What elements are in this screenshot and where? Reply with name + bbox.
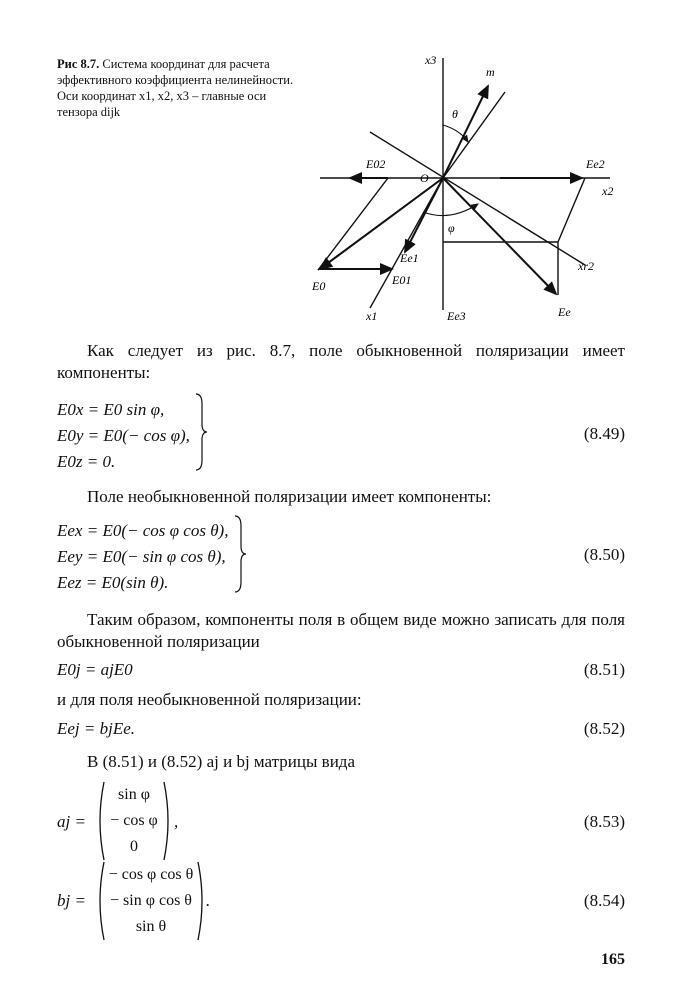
eq-line: E0x = E0 sin φ, [57, 400, 165, 419]
label-m: m [486, 65, 495, 79]
a-tail: , [174, 812, 179, 831]
label-origin: O [420, 171, 429, 185]
a-label: aj = [57, 812, 86, 831]
e0-vector [320, 178, 443, 269]
caption-text: Система координат для расчета эффективного коэффициента нелинейности. Оси координат x1, x2, x3 – главные оси тензора dijk [57, 57, 294, 119]
matrix-entry: − cos φ [110, 812, 158, 829]
label-x2: x2 [602, 184, 614, 198]
label-theta: θ [452, 107, 458, 121]
matrix-entry: − sin φ cos θ [110, 892, 192, 909]
matrix-entry: 0 [130, 838, 138, 855]
coordinate-figure [300, 50, 630, 330]
label-x3: x3 [425, 53, 437, 67]
b-tail: . [206, 891, 211, 910]
paragraph-3: Таким образом, компоненты поля в общем виде можно записать для поля обыкновенной поляризации [57, 610, 625, 651]
matrix-entry: − cos φ cos θ [108, 866, 194, 883]
label-ee3: Ee3 [447, 309, 466, 323]
label-x1: x1 [366, 309, 378, 323]
equation-8-51: E0j = ajE0 [57, 660, 133, 679]
right-paren [162, 780, 174, 862]
figure-caption [57, 56, 295, 120]
paragraph-5: В (8.51) и (8.52) aj и bj матрицы вида [87, 752, 355, 771]
eq-number-8-54: (8.54) [583, 891, 625, 910]
equation-8-50 [57, 518, 228, 596]
e0-proj-v [318, 178, 388, 270]
right-brace [193, 392, 209, 472]
eq-line: E0y = E0(− cos φ), [57, 426, 190, 445]
label-ee2: Ee2 [586, 157, 605, 171]
label-xr2: xr2 [578, 259, 594, 273]
m-vector [443, 86, 488, 178]
xr2-axis [370, 132, 585, 265]
matrix-b [104, 862, 198, 940]
eq-number-8-50: (8.50) [583, 545, 625, 564]
eq-number-8-49: (8.49) [583, 424, 625, 443]
label-e0: E0 [312, 279, 326, 293]
label-phi: φ [448, 221, 455, 235]
paragraph-1: Как следует из рис. 8.7, поле обыкновенной поляризации имеет компоненты: [57, 341, 625, 382]
page-number: 165 [601, 951, 625, 968]
b-label: bj = [57, 891, 86, 910]
paragraph-4: и для поля необыкновенной поляризации: [57, 690, 362, 709]
eq-number-8-51: (8.51) [583, 660, 625, 679]
eq-line: Eex = E0(− cos φ cos θ), [57, 521, 229, 540]
eq-number-8-52: (8.52) [583, 719, 625, 738]
matrix-entry: sin θ [135, 918, 167, 935]
matrix-a [104, 782, 164, 860]
matrix-entry: sin φ [118, 786, 150, 803]
eq-number-8-53: (8.53) [583, 812, 625, 831]
eq-line: Eey = E0(− sin φ cos θ), [57, 547, 226, 566]
label-ee: Ee [558, 305, 571, 319]
paragraph-2: Поле необыкновенной поляризации имеет компоненты: [87, 487, 492, 506]
eq-line: E0z = 0. [57, 452, 116, 471]
equation-8-52: Eej = bjEe. [57, 719, 136, 738]
label-e02: E02 [366, 157, 386, 171]
caption-prefix: Рис 8.7. [57, 57, 100, 71]
right-brace [232, 514, 248, 594]
label-e01: E01 [392, 273, 412, 287]
equation-8-49 [57, 397, 190, 475]
eq-line: Eez = E0(sin θ). [57, 573, 169, 592]
label-ee1: Ee1 [400, 251, 419, 265]
m-line [443, 92, 505, 178]
